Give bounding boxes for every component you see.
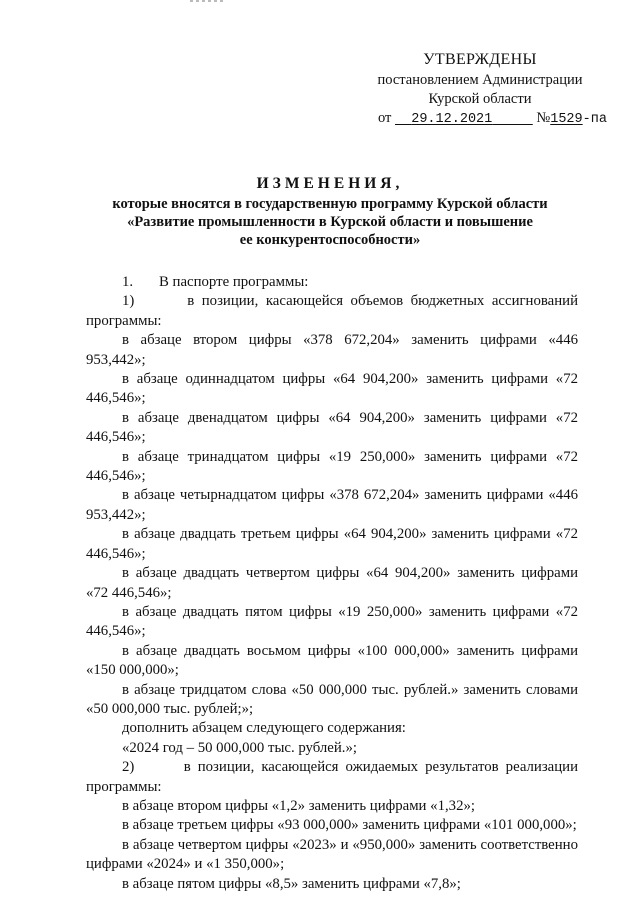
scan-artifact bbox=[190, 0, 226, 2]
number-prefix: № bbox=[536, 110, 551, 126]
heading-line-3: ее конкурентоспособности» bbox=[239, 232, 421, 248]
paragraph: в абзаце четвертом цифры «2023» и «950,000» заменить соответственно цифрами «2024» и «1 350,000»; bbox=[86, 836, 578, 873]
heading-line-1: которые вносятся в государственную программу Курской области bbox=[112, 196, 548, 212]
paragraph: в абзаце втором цифры «378 672,204» заменить цифрами «446 953,442»; bbox=[86, 332, 578, 368]
approval-stamp bbox=[360, 50, 607, 129]
paragraph: «2024 год – 50 000,000 тыс. рублей.»; bbox=[122, 739, 357, 756]
paragraph: в абзаце двадцать третьем цифры «64 904,200» заменить цифрами «72 446,546»; bbox=[86, 526, 578, 562]
paragraph: 1) в позиции, касающейся объемов бюджетных ассигнований программы: bbox=[86, 293, 578, 329]
paragraph: в абзаце третьем цифры «93 000,000» заменить цифрами «101 000,000»; bbox=[122, 817, 577, 834]
approval-date: 29.12.2021 bbox=[411, 112, 493, 127]
paragraph: в абзаце тринадцатом цифры «19 250,000» заменить цифрами «72 446,546»; bbox=[86, 448, 578, 485]
paragraph: в абзаце тридцатом слова «50 000,000 тыс. рублей.» заменить словами «50 000,000 тыс. рублей;»; bbox=[86, 681, 578, 717]
date-prefix: от bbox=[378, 110, 392, 126]
paragraph: в абзаце пятом цифры «8,5» заменить цифрами «7,8»; bbox=[122, 875, 461, 892]
paragraph: дополнить абзацем следующего содержания: bbox=[122, 720, 406, 737]
approval-line-1: постановлением Администрации bbox=[377, 72, 583, 88]
paragraph: в абзаце четырнадцатом цифры «378 672,204» заменить цифрами «446 953,442»; bbox=[86, 487, 578, 523]
paragraph: в абзаце двенадцатом цифры «64 904,200» заменить цифрами «72 446,546»; bbox=[86, 409, 578, 446]
paragraph: в абзаце двадцать восьмом цифры «100 000,000» заменить цифрами «150 000,000»; bbox=[86, 642, 578, 679]
approval-title: УТВЕРЖДЕНЫ bbox=[423, 51, 537, 68]
approval-line-2: Курской области bbox=[428, 91, 532, 107]
paragraph: в абзаце двадцать пятом цифры «19 250,000» заменить цифрами «72 446,546»; bbox=[86, 603, 578, 640]
heading-title: ИЗМЕНЕНИЯ, bbox=[256, 175, 404, 192]
document-heading bbox=[80, 175, 580, 249]
paragraph: в абзаце двадцать четвертом цифры «64 904,200» заменить цифрами «72 446,546»; bbox=[86, 565, 578, 601]
paragraph: 2) в позиции, касающейся ожидаемых результатов реализации программы: bbox=[86, 759, 578, 795]
paragraph: 1. В паспорте программы: bbox=[122, 274, 309, 290]
paragraph: в абзаце втором цифры «1,2» заменить цифрами «1,32»; bbox=[122, 797, 475, 814]
approval-date-line bbox=[360, 109, 607, 129]
heading-line-2: «Развитие промышленности в Курской области и повышение bbox=[127, 214, 533, 230]
paragraph: в абзаце одиннадцатом цифры «64 904,200» заменить цифрами «72 446,546»; bbox=[86, 371, 578, 407]
approval-number: 1529 bbox=[550, 112, 583, 127]
document-body bbox=[86, 273, 578, 894]
number-suffix: -па bbox=[582, 112, 607, 127]
